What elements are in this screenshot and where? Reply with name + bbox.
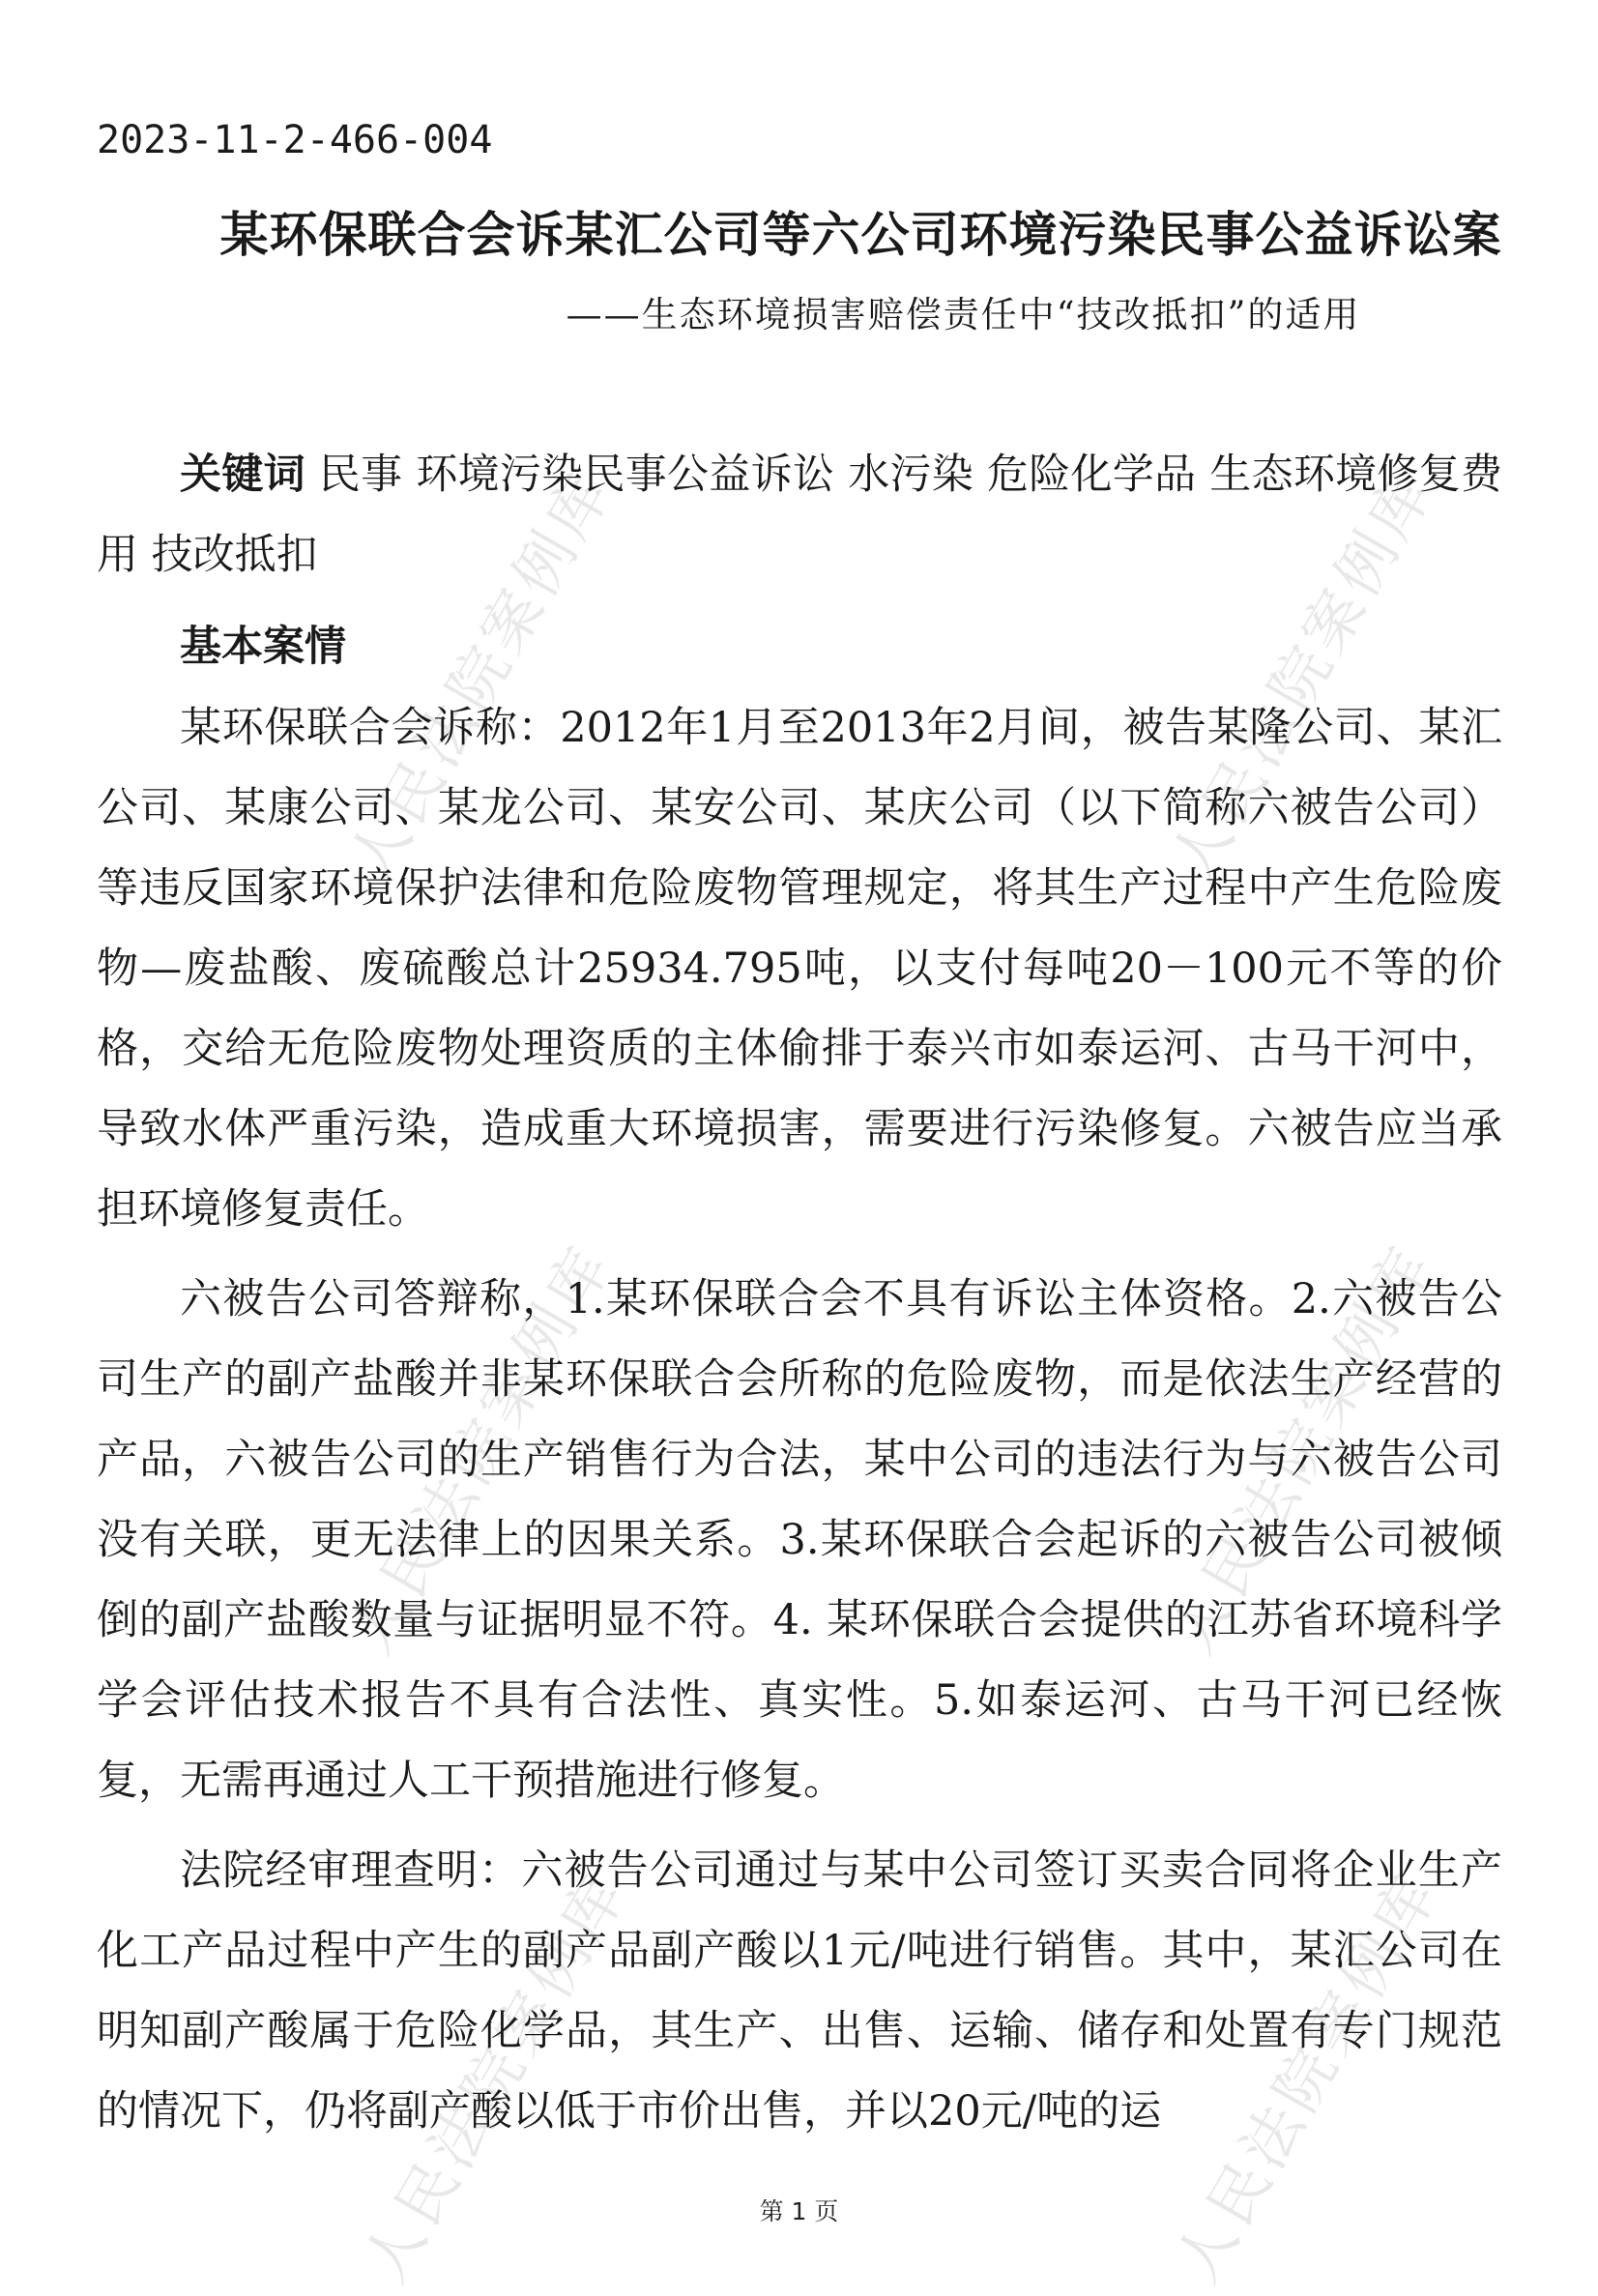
document-subtitle: ——生态环境损害赔偿责任中“技改抵扣”的适用 (566, 294, 1361, 335)
watermark: 人民法院案例库 (334, 458, 626, 892)
keywords-label: 关键词 (180, 450, 305, 499)
section-heading: 基本案情 (180, 623, 346, 671)
watermark: 人民法院案例库 (349, 1860, 641, 2294)
watermark: 人民法院案例库 (1161, 1860, 1453, 2294)
case-number: 2023-11-2-466-004 (97, 118, 493, 162)
watermark: 人民法院案例库 (1156, 458, 1448, 892)
page-number: 第 1 页 (759, 2197, 839, 2225)
watermark: 人民法院案例库 (334, 1232, 626, 1666)
paragraph: 某环保联合会诉称：2012年1月至2013年2月间，被告某隆公司、某汇公司、某康公司、某龙公司、某安公司、某庆公司（以下简称六被告公司）等违反国家环境保护法律和危险废物管理规定，将其生产过程中产生危险废物—废盐酸、废硫酸总计25934.795吨，以支付每吨20－100元不等的价格，交给无危险废物处理资质的主体偷排于泰兴市如泰运河、古马干河中，导致水体严重污染，造成重大环境损害，需要进行污染修复。六被告应当承担环境修复责任。 (97, 704, 1502, 1234)
paragraph: 六被告公司答辩称，1.某环保联合会不具有诉讼主体资格。2.六被告公司生产的副产盐酸并非某环保联合会所称的危险废物，而是依法生产经营的产品，六被告公司的生产销售行为合法，某中公司的违法行为与六被告公司没有关联，更无法律上的因果关系。3.某环保联合会起诉的六被告公司被倾倒的副产盐酸数量与证据明显不符。4. 某环保联合会提供的江苏省环境科学学会评估技术报告不具有合法性、真实性。5.如泰运河、古马干河已经恢复，无需再通过人工干预措施进行修复。 (97, 1275, 1502, 1805)
document-body (97, 435, 1502, 2152)
document-title: 某环保联合会诉某汇公司等六公司环境污染民事公益诉讼案 (219, 206, 1502, 263)
keywords-text: 民事 环境污染民事公益诉讼 水污染 危险化学品 生态环境修复费用 技改抵扣 (97, 450, 1503, 579)
paragraph: 法院经审理查明：六被告公司通过与某中公司签订买卖合同将企业生产化工产品过程中产生的副产品副产酸以1元/吨进行销售。其中，某汇公司在明知副产酸属于危险化学品，其生产、出售、运输、储存和处置有专门规范的情况下，仍将副产酸以低于市价出售，并以20元/吨的运 (97, 1846, 1502, 2136)
watermark: 人民法院案例库 (1156, 1232, 1448, 1666)
keywords-line (97, 435, 1502, 596)
